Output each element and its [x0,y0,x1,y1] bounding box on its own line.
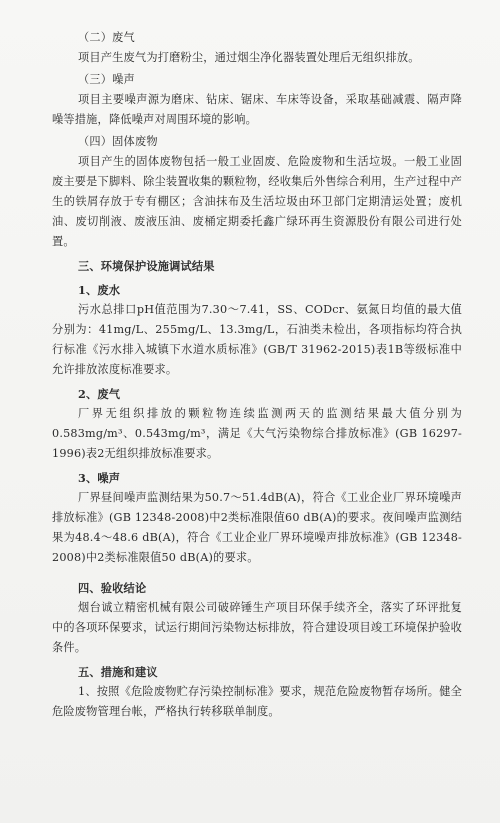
waste-gas-heading: （二）废气 [78,31,135,44]
noise-heading: （三）噪声 [78,73,135,86]
measures-text: 1、按照《危险废物贮存污染控制标准》要求，规范危险废物暂存场所。健全危险废物管理台帐，严格执行转移联单制度。 [52,685,462,718]
noise-text: 项目主要噪声源为磨床、钻床、锯床、车床等设备，采取基础减震、隔声降噪等措施，降低噪声对周围环境的影响。 [52,93,462,126]
waste-gas-text: 项目产生废气为打磨粉尘，通过烟尘净化器装置处理后无组织排放。 [78,51,420,64]
solid-waste-heading: （四）固体废物 [78,135,158,148]
conclusion-heading: 四、验收结论 [78,581,147,595]
measures-heading: 五、措施和建议 [78,665,158,679]
gas-result-heading: 2、废气 [78,387,121,401]
noise-result-text: 厂界昼间噪声监测结果为50.7～51.4dB(A)，符合《工业企业厂界环境噪声排放标准》(GB 12348-2008)中2类标准限值60 dB(A)的要求。夜间噪声监测结果为48.4～48.6 dB(A)，符合《工业企业厂界环境噪声排放标准》(GB 12348-2008)中2类标准限值50 dB(A)的要求。 [52,491,462,564]
wastewater-text: 污水总排口pH值范围为7.30～7.41，SS、CODcr、氨氮日均值的最大值分别为：41mg/L、255mg/L、13.3mg/L，石油类未检出，各项指标均符合执行标准《污水排入城镇下水道水质标准》(GB/T 31962-2015)表1B等级标准中允许排放浓度标准要求。 [52,303,462,376]
conclusion-text: 烟台诚立精密机械有限公司破碎锤生产项目环保手续齐全，落实了环评批复中的各项环保要求，试运行期间污染物达标排放，符合建设项目竣工环境保护验收条件。 [52,601,462,654]
document-body [52,26,462,722]
solid-waste-text: 项目产生的固体废物包括一般工业固废、危险废物和生活垃圾。一般工业固废主要是下脚料、除尘装置收集的颗粒物，经收集后外售综合利用，生产过程中产生的铁屑存放于专有棚区；含油抹布及生活垃圾由环卫部门定期清运处置；废机油、废切削液、废液压油、废桶定期委托鑫广绿环再生资源股份有限公司进行处置。 [52,155,462,248]
wastewater-heading: 1、废水 [78,283,121,297]
noise-result-heading: 3、噪声 [78,471,121,485]
results-heading: 三、环境保护设施调试结果 [78,259,215,273]
gas-result-text: 厂界无组织排放的颗粒物连续监测两天的监测结果最大值分别为0.583mg/m³、0.543mg/m³，满足《大气污染物综合排放标准》(GB 16297-1996)表2无组织排放标准要求。 [52,407,462,460]
